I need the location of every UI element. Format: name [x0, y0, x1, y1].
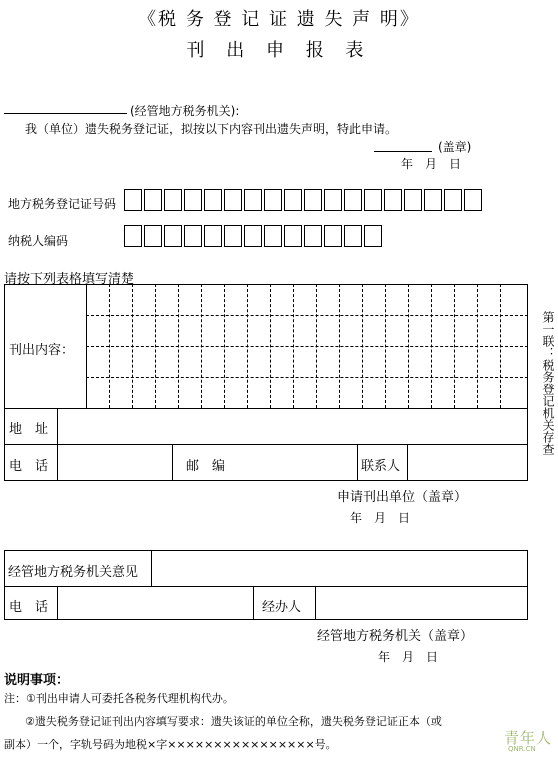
digit-cell[interactable] — [404, 189, 422, 211]
seal-label: (盖章) — [438, 140, 472, 154]
phone-label: 电 话 — [9, 459, 49, 474]
digit-cell[interactable] — [364, 189, 382, 211]
taxpayer-code-label: 纳税人编码 — [8, 234, 69, 248]
digit-cell[interactable] — [244, 189, 262, 211]
handler-label: 经办人 — [262, 600, 302, 615]
taxpayer-code-cells[interactable] — [124, 225, 384, 247]
authority-opinion-label: 经管地方税务机关意见 — [8, 565, 139, 580]
authority-suffix: (经管地方税务机关): — [130, 104, 240, 118]
digit-cell[interactable] — [204, 189, 222, 211]
digit-cell[interactable] — [304, 189, 322, 211]
digit-cell[interactable] — [384, 189, 402, 211]
note-1: 注：①刊出申请人可委托各税务代理机构代办。 — [4, 692, 234, 705]
digit-cell[interactable] — [324, 189, 342, 211]
note-2-line1: ②遗失税务登记证刊出内容填写要求：遗失该证的单位全称，遗失税务登记证正本（或 — [25, 715, 442, 728]
content-input-area[interactable] — [86, 284, 528, 408]
digit-cell[interactable] — [324, 225, 342, 247]
digit-cell[interactable] — [444, 189, 462, 211]
document-subtitle: 刊 出 申 报 表 — [186, 40, 372, 61]
content-label: 刊出内容： — [9, 343, 75, 358]
digit-cell[interactable] — [224, 189, 242, 211]
digit-cell[interactable] — [164, 189, 182, 211]
authority-phone-label: 电 话 — [9, 600, 49, 615]
applicant-unit-seal: 申请刊出单位（盖章） — [337, 490, 468, 505]
date-applicant: 年 月 日 — [350, 511, 411, 525]
digit-cell[interactable] — [124, 225, 142, 247]
authority-opinion-input[interactable] — [152, 551, 528, 586]
digit-cell[interactable] — [204, 225, 222, 247]
instructions-heading: 请按下列表格填写清楚 — [4, 272, 135, 287]
address-label: 地 址 — [9, 422, 49, 437]
digit-cell[interactable] — [144, 189, 162, 211]
digit-cell[interactable] — [284, 189, 302, 211]
table-divider — [253, 586, 254, 620]
digit-cell[interactable] — [224, 225, 242, 247]
tax-reg-label: 地方税务登记证号码 — [8, 197, 117, 211]
digit-cell[interactable] — [364, 225, 382, 247]
authority-blank[interactable] — [4, 113, 127, 114]
digit-cell[interactable] — [344, 225, 362, 247]
table-divider — [172, 444, 173, 481]
digit-cell[interactable] — [464, 189, 482, 211]
date-top: 年 月 日 — [401, 157, 462, 171]
watermark-logo: 青年人 — [504, 729, 553, 747]
tax-reg-cells[interactable] — [124, 189, 484, 211]
note-2-line2: 副本）一个，字轨号码为地税×字××××××××××××××××号。 — [4, 738, 337, 751]
authority-seal: 经管地方税务机关（盖章） — [317, 629, 474, 644]
digit-cell[interactable] — [264, 189, 282, 211]
contact-input[interactable] — [408, 445, 528, 481]
phone-input[interactable] — [58, 445, 172, 481]
address-input[interactable] — [58, 409, 528, 444]
date-authority: 年 月 日 — [378, 650, 439, 664]
side-copy-note: 第一联：税务登记机关存查 — [541, 311, 555, 455]
digit-cell[interactable] — [164, 225, 182, 247]
postcode-input[interactable] — [240, 445, 357, 481]
document-title: 《税 务 登 记 证 遗 失 声 明》 — [138, 9, 420, 30]
digit-cell[interactable] — [244, 225, 262, 247]
notes-heading: 说明事项： — [4, 673, 70, 688]
digit-cell[interactable] — [344, 189, 362, 211]
handler-input[interactable] — [316, 587, 528, 620]
seal-blank[interactable] — [374, 151, 432, 152]
digit-cell[interactable] — [184, 225, 202, 247]
contact-label: 联系人 — [361, 459, 401, 474]
postcode-label: 邮 编 — [186, 459, 226, 474]
applicant-statement: 我（单位）遗失税务登记证，拟按以下内容刊出遗失声明，特此申请。 — [25, 122, 398, 136]
table-divider — [357, 444, 358, 481]
digit-cell[interactable] — [424, 189, 442, 211]
authority-phone-input[interactable] — [58, 587, 253, 620]
digit-cell[interactable] — [284, 225, 302, 247]
digit-cell[interactable] — [304, 225, 322, 247]
digit-cell[interactable] — [124, 189, 142, 211]
watermark-url: QNR.CN — [508, 745, 536, 753]
digit-cell[interactable] — [184, 189, 202, 211]
digit-cell[interactable] — [264, 225, 282, 247]
digit-cell[interactable] — [144, 225, 162, 247]
